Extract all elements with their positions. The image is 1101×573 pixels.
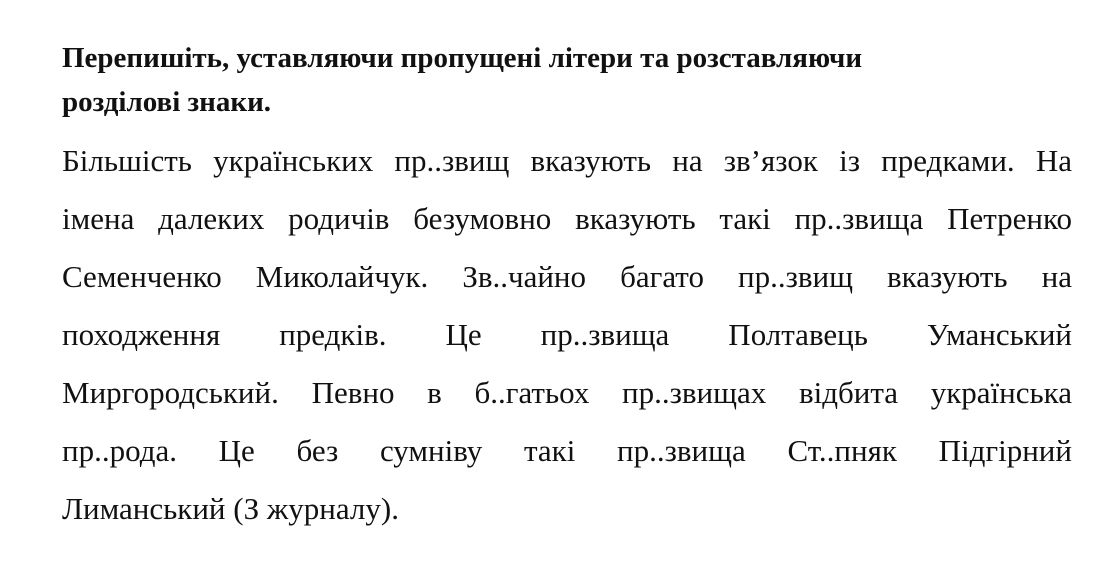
- text-line: Миргородський. Певно в б..гатьох пр..звищах відбита українська: [62, 375, 1072, 410]
- text-line: пр..рода. Це без сумніву такі пр..звища Ст..пняк Підгірний: [62, 433, 1072, 468]
- text-line: походження предків. Це пр..звища Полтавець Уманський: [62, 317, 1072, 352]
- task-instruction-line: Перепишіть, уставляючи пропущені літери та розставляючи: [62, 42, 863, 74]
- task-instruction-line: розділові знаки.: [62, 86, 272, 118]
- document-page: [62, 0, 1072, 573]
- task-instruction: [62, 36, 1072, 124]
- text-line: Семенченко Миколайчук. Зв..чайно багато пр..звищ вказують на: [62, 259, 1072, 294]
- text-line: Більшість українських пр..звищ вказують на зв’язок із предками. На: [62, 143, 1072, 178]
- text-line: імена далеких родичів безумовно вказують такі пр..звища Петренко: [62, 201, 1072, 236]
- exercise-text: [62, 132, 1072, 538]
- text-line: Лиманський (З журналу).: [62, 491, 399, 526]
